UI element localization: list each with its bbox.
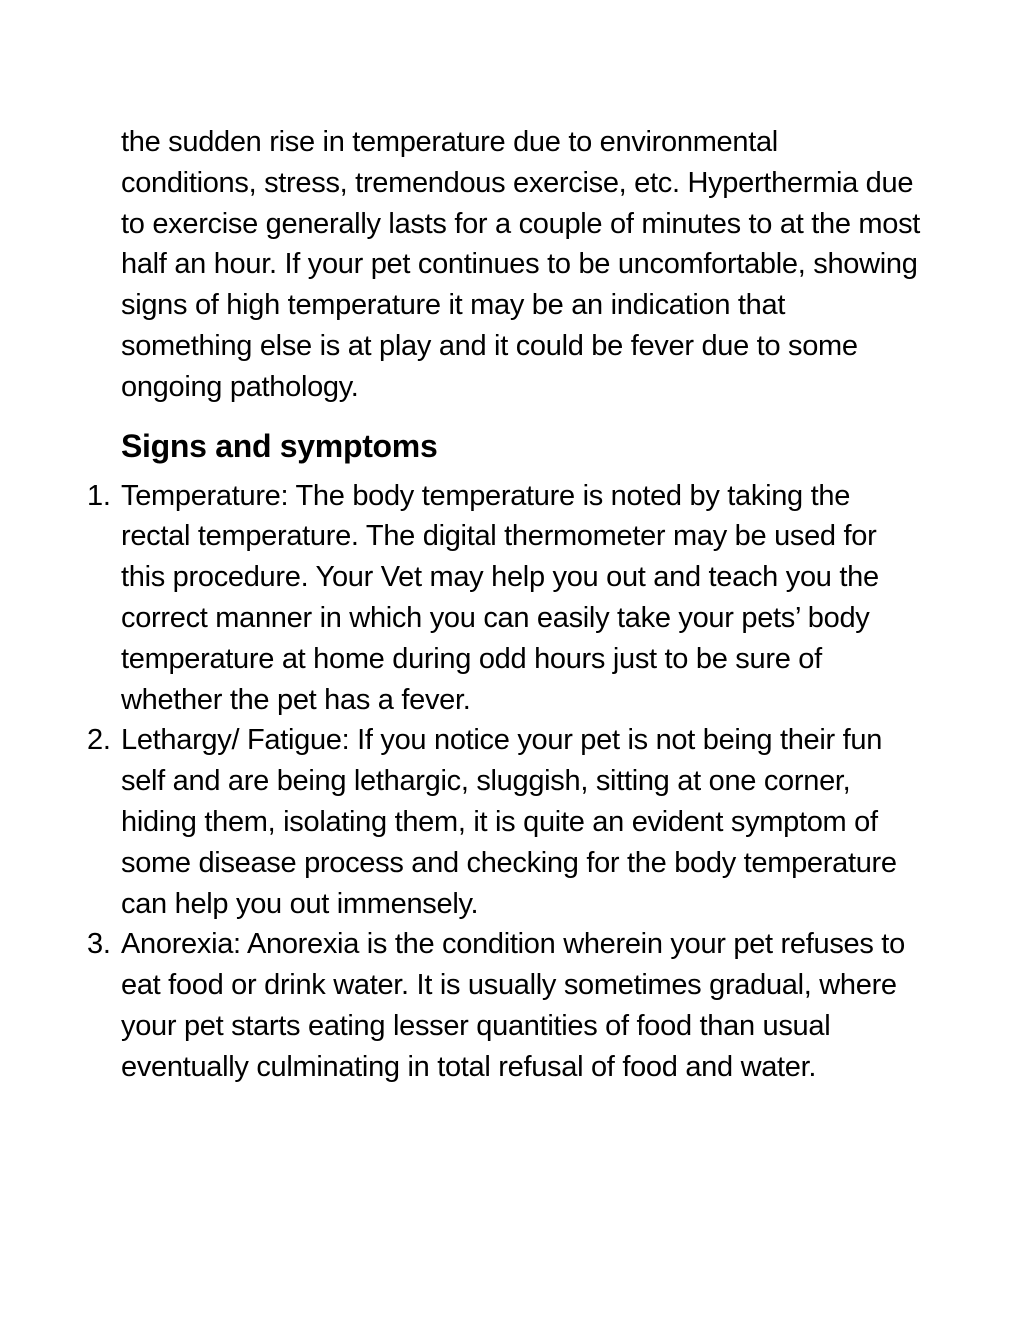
- list-item: [87, 720, 921, 924]
- list-item: [87, 476, 921, 721]
- symptoms-list: [87, 476, 921, 1088]
- list-item-text: Lethargy/ Fatigue: If you notice your pet is not being their fun self and are being lethargic, sluggish, sitting at one corner, hiding them, isolating them, it is quite an evident symptom of some disease process and checking for the body temperature can help you out immensely.: [121, 724, 897, 920]
- list-item-text: Anorexia: Anorexia is the condition wherein your pet refuses to eat food or drink water. It is usually sometimes gradual, where your pet starts eating lesser quantities of food than usual eventually culminating in total refusal of food and water.: [121, 928, 905, 1083]
- intro-paragraph: the sudden rise in temperature due to environmental conditions, stress, tremendous exercise, etc. Hyperthermia due to exercise generally lasts for a couple of minutes to at the most half an hour. If your pet continues to be uncomfortable, showing signs of high temperature it may be an indication that something else is at play and it could be fever due to some ongoing pathology.: [121, 126, 921, 403]
- list-item-number: 2.: [87, 724, 111, 757]
- list-item: [87, 924, 921, 1087]
- section-heading: Signs and symptoms: [121, 427, 438, 464]
- list-item-text: Temperature: The body temperature is noted by taking the rectal temperature. The digital thermometer may be used for this procedure. Your Vet may help you out and teach you the correct manner in which you can easily take your pets’ body temperature at home during odd hours just to be sure of whether the pet has a fever.: [121, 479, 879, 716]
- page-content: [87, 122, 921, 1088]
- list-item-number: 1.: [87, 479, 111, 512]
- list-item-number: 3.: [87, 928, 111, 961]
